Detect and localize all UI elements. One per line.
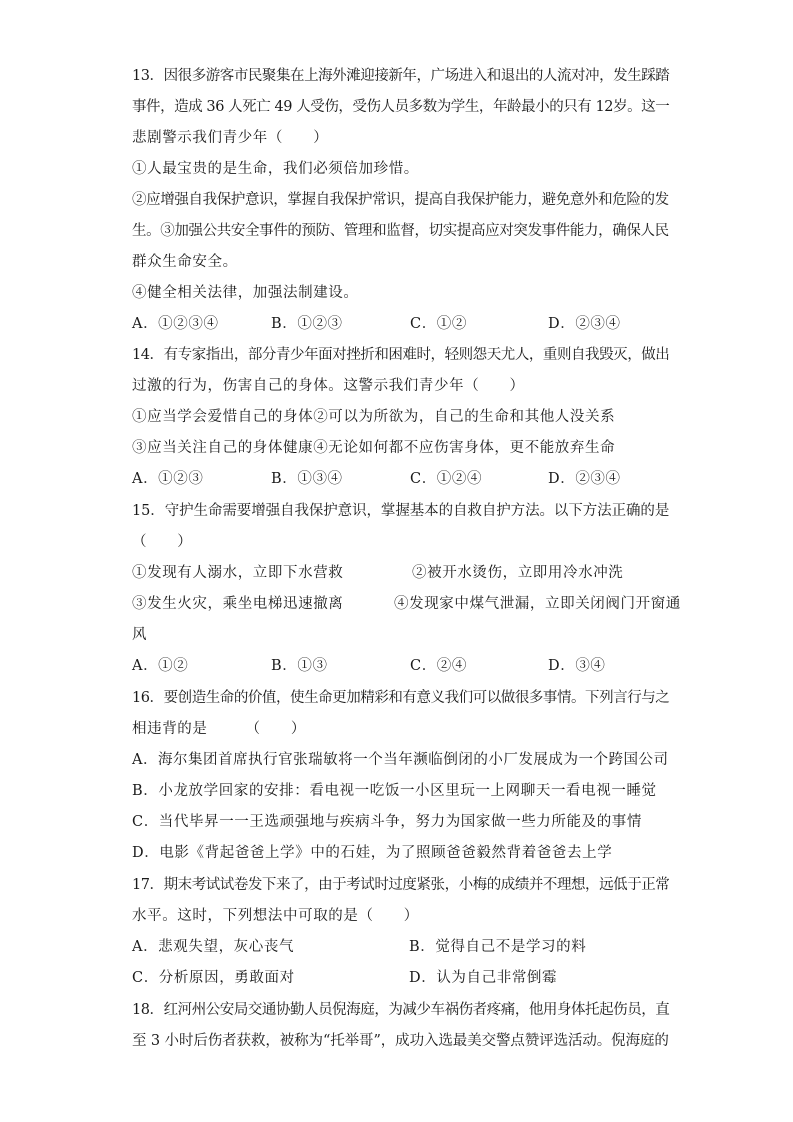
q13-stem-line-1: 13．因很多游客市民聚集在上海外滩迎接新年，广场进入和退出的人流对冲，发生踩踏 [132,68,670,84]
q17-option-a[interactable]: A．悲观失望，灰心丧气 [132,939,295,955]
q14-item-line-1: ①应当学会爱惜自己的身体②可以为所欲为，自己的生命和其他人没关系 [132,409,616,425]
q16-option-c[interactable]: C．当代毕昇一一王选顽强地与疾病斗争，努力为国家做一些力所能及的事情 [132,814,642,830]
q17-stem-line-1: 17．期末考试试卷发下来了，由于考试时过度紧张，小梅的成绩并不理想，远低于正常 [132,877,670,893]
q15-stem-line-2: （ ） [132,534,193,550]
q15-option-d[interactable]: D．③④ [548,658,606,674]
q14-item-line-2: ③应当关注自己的身体健康④无论如何都不应伤害身体，更不能放弃生命 [132,440,616,456]
q15-item-4: ④发现家中煤气泄漏，立即关闭阀门开窗通 [394,596,681,612]
q13-option-a[interactable]: A．①②③④ [132,316,219,332]
q16-stem-line-1: 16．要创造生命的价值，使生命更加精彩和有意义我们可以做很多事情。下列言行与之 [132,690,670,706]
q13-item-3-cont: 群众生命安全。 [132,254,238,270]
q16-stem-line-2: 相违背的是 （ ） [132,721,306,737]
q13-stem-line-2: 事件，造成 36 人死亡 49 人受伤，受伤人员多数为学生，年龄最小的只有 12岁。这一 [132,99,670,115]
q14-option-a[interactable]: A．①②③ [132,471,204,487]
q16-option-b[interactable]: B．小龙放学回家的安排：看电视一吃饭一小区里玩一上网聊天一看电视一睡觉 [132,783,657,799]
q15-option-a[interactable]: A．①② [132,658,189,674]
q17-option-b[interactable]: B．觉得自己不是学习的料 [409,939,587,955]
q13-option-b[interactable]: B．①②③ [271,316,343,332]
q15-option-b[interactable]: B．①③ [271,658,328,674]
q14-stem-line-1: 14．有专家指出，部分青少年面对挫折和困难时，轻则怨天尤人，重则自我毁灭，做出 [132,347,670,363]
q15-option-c[interactable]: C．②④ [410,658,467,674]
q13-option-d[interactable]: D．②③④ [548,316,621,332]
q14-option-d[interactable]: D．②③④ [548,471,621,487]
q15-item-2: ②被开水烫伤，立即用冷水冲洗 [412,565,624,581]
q14-stem-line-2: 过激的行为，伤害自己的身体。这警示我们青少年（ ） [132,378,525,394]
q15-item-1: ①发现有人溺水，立即下水营救 [132,565,344,581]
q16-option-d[interactable]: D．电影《背起爸爸上学》中的石娃，为了照顾爸爸毅然背着爸爸去上学 [132,845,613,861]
q18-stem-line-2: 至 3 小时后伤者获救，被称为“托举哥”，成功入选最美交警点赞评选活动。倪海庭的 [132,1033,669,1049]
q17-option-c[interactable]: C．分析原因，勇敢面对 [132,970,295,986]
q14-option-c[interactable]: C．①②④ [410,471,483,487]
q13-item-2-cont: 生。③加强公共安全事件的预防、管理和监督，切实提高应对突发事件能力，确保人民 [132,223,669,239]
q14-option-b[interactable]: B．①③④ [271,471,343,487]
q18-stem-line-1: 18．红河州公安局交通协勤人员倪海庭，为减少车祸伤者疼痛，他用身体托起伤员，直 [132,1002,670,1018]
q16-option-a[interactable]: A．海尔集团首席执行官张瑞敏将一个当年濒临倒闭的小厂发展成为一个跨国公司 [132,752,669,768]
q13-item-1: ①人最宝贵的是生命，我们必须倍加珍惜。 [132,161,419,177]
q13-item-4: ④健全相关法律，加强法制建设。 [132,285,359,301]
q13-stem-line-3: 悲剧警示我们青少年（ ） [132,130,329,146]
q15-item-4-cont: 风 [132,627,148,643]
q17-option-d[interactable]: D．认为自己非常倒霉 [409,970,558,986]
q13-option-c[interactable]: C．①② [410,316,467,332]
q17-stem-line-2: 水平。这时，下列想法中可取的是（ ） [132,908,419,924]
q15-item-3: ③发生火灾，乘坐电梯迅速撤离 [132,596,344,612]
q15-stem-line-1: 15．守护生命需要增强自我保护意识，掌握基本的自救自护方法。以下方法正确的是 [132,503,670,519]
q13-item-2: ②应增强自我保护意识，掌握自我保护常识，提高自我保护能力，避免意外和危险的发 [132,192,669,208]
